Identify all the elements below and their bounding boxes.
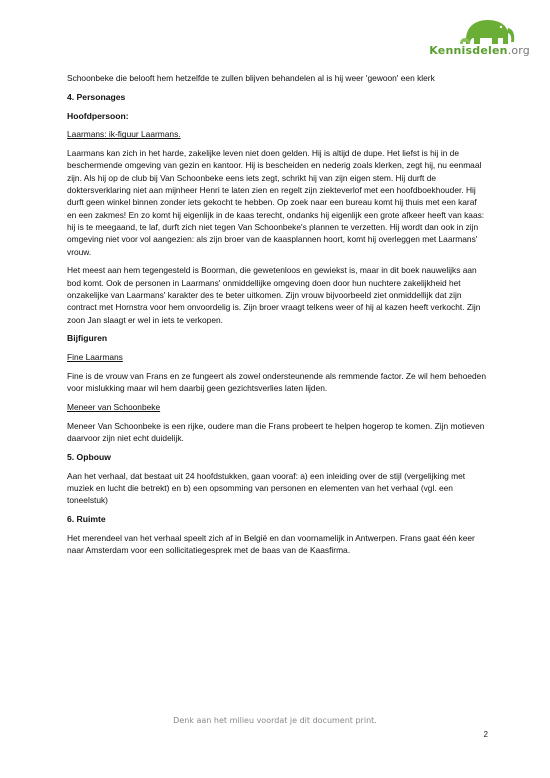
subheading-schoonbeke: Meneer van Schoonbeke — [67, 402, 161, 413]
subheading-laarmans: Laarmans: ik-figuur Laarmans. — [67, 129, 181, 140]
paragraph-schoonbeke: Meneer Van Schoonbeke is een rijke, oudere man die Frans probeert te helpen hogerop te komen. Zijn motieven daarvoor zijn niet echt duidelijk. — [67, 420, 485, 444]
document-body — [67, 72, 487, 563]
footer-note: Denk aan het milieu voordat je dit document print. — [173, 716, 377, 725]
paragraph-laarmans-2: Het meest aan hem tegengesteld is Boorman, die gewetenloos en gewiekst is, maar in dit boek nauwelijks aan bod komt. Ook de personen in Laarmans' onmiddellijke omgeving doen door hun nuchtere zakelijkheid het onzakelijke van Laarmans' karakter des te beter uitkomen. Zijn vrouw bijvoorbeeld ziet onmiddellijk dat zijn contract met Hornstra voor hem onvoordelig is. Zijn broer vraagt telkens weer of hij al kazen heeft verkocht. Zijn zoon Jan slaagt er wel in iets te verkopen. — [67, 265, 481, 325]
kennisdelen-logo[interactable] — [410, 14, 530, 58]
subheading-fine: Fine Laarmans — [67, 352, 123, 363]
paragraph-laarmans-1: Laarmans kan zich in het harde, zakelijke leven niet doen gelden. Hij is altijd de dupe. Het liefst is hij in de beschermende omgeving van gezin en kantoor. Hij is bescheiden en nederig zoals klerken, zegt hij, nu eenmaal zijn. Als hij op de club bij Van Schoonbeke eens iets zegt, schrikt hij van zijn eigen stem. Hij durft de doktersverklaring niet aan mijnheer Henri te laten zien en regelt zijn ziekteverlof met een hoofdboekhouder. Hij durft geen winkel binnen zonder iets gekocht te hebben. Op zoek naar een bureau komt hij thuis met een karaf en een zakmes! En zo komt hij eigenlijk in de kaas terecht, ondanks hij eigenlijk een grote afkeer heeft van kaas: hij is te meegaand, te laf, durft zich niet tegen Van Schoonbeke's plannen te verzetten. Hij wordt dan ook in zijn omgeving niet voor vol aangezien: als zijn broer van de kaasplannen hoort, komt hij overleggen met Laarmans' vrouw. — [67, 148, 485, 257]
heading-ruimte: 6. Ruimte — [67, 514, 106, 525]
heading-hoofdpersoon: Hoofdpersoon: — [67, 110, 129, 121]
intro-paragraph: Schoonbeke die belooft hem hetzelfde te zullen blijven behandelen al is hij weer 'gewoon' een klerk — [67, 73, 435, 83]
heading-bijfiguren: Bijfiguren — [67, 333, 108, 344]
elephant-icon — [458, 14, 518, 48]
paragraph-fine: Fine is de vrouw van Frans en ze fungeert als zowel ondersteunende als remmende factor. Ze wil hem behoeden voor mislukking maar wil hem daarbij geen gezichtsverlies laten lijden. — [67, 370, 486, 394]
heading-personages: 4. Personages — [67, 91, 126, 102]
page-number: 2 — [483, 730, 488, 739]
logo-text: Kennisdelen.org — [429, 44, 530, 57]
heading-opbouw: 5. Opbouw — [67, 451, 111, 462]
paragraph-opbouw: Aan het verhaal, dat bestaat uit 24 hoofdstukken, gaan vooraf: a) een inleiding over de stijl (vergelijking met muziek en lucht die betrekt) en b) een opsomming van personen en elementen van het verhaal (vgl. een toneelstuk) — [67, 470, 466, 506]
paragraph-ruimte: Het merendeel van het verhaal speelt zich af in België en dan voornamelijk in Antwerpen. Frans gaat één keer naar Amsterdam voor een sollicitatiegesprek met de baas van de Kaasfirma. — [67, 532, 475, 556]
